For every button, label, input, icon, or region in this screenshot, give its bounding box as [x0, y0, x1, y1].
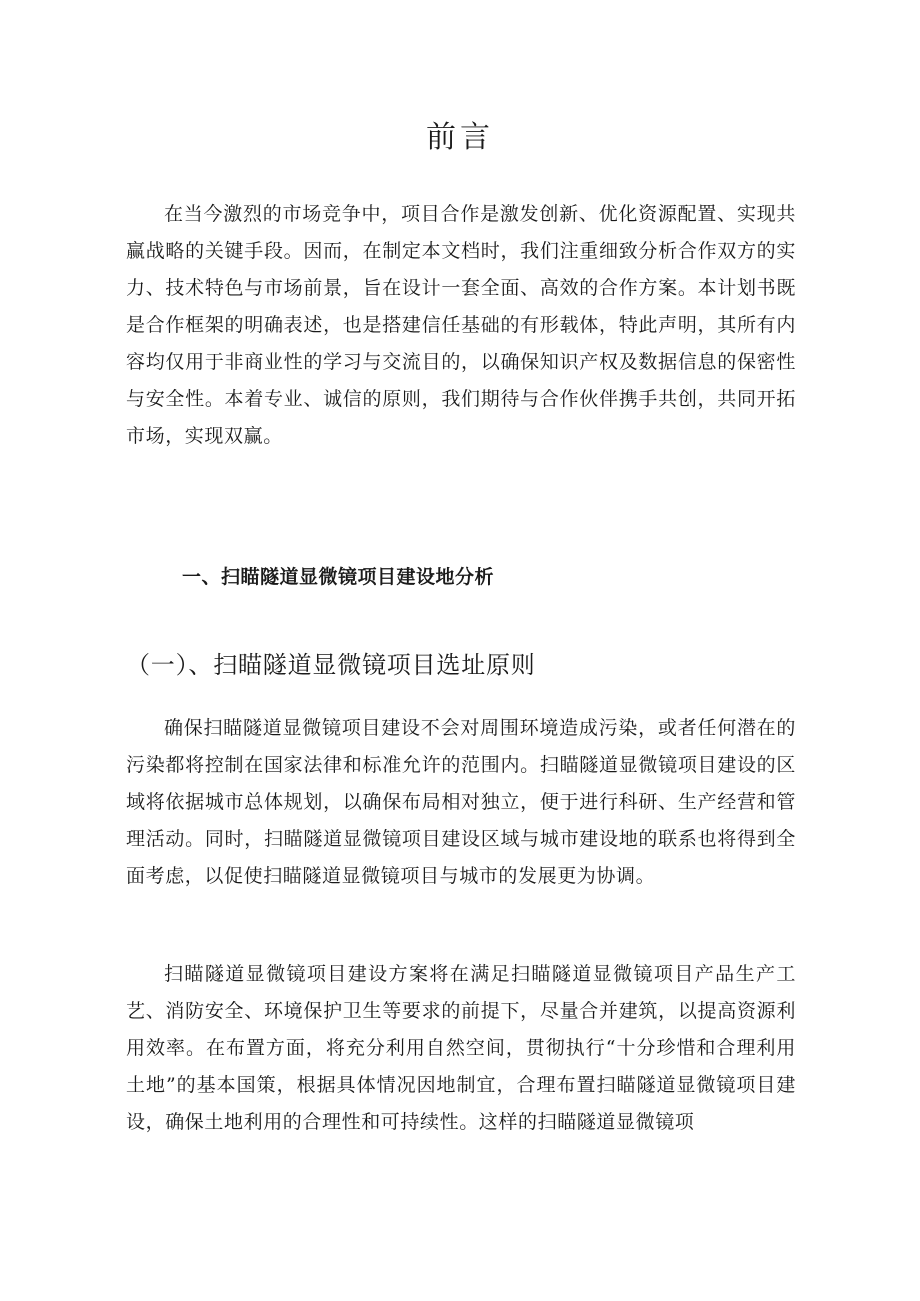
body-paragraph: 扫瞄隧道显微镜项目建设方案将在满足扫瞄隧道显微镜项目产品生产工艺、消防安全、环境保护卫生等要求的前提下，尽量合并建筑，以提高资源利用效率。在布置方面，将充分利用自然空间，贯彻执行“十分珍惜和合理利用土地”的基本国策，根据具体情况因地制宜，合理布置扫瞄隧道显微镜项目建设，确保土地利用的合理性和可持续性。这样的扫瞄隧道显微镜项: [126, 963, 796, 1133]
intro-paragraph: 在当今激烈的市场竞争中，项目合作是激发创新、优化资源配置、实现共赢战略的关键手段。因而，在制定本文档时，我们注重细致分析合作双方的实力、技术特色与市场前景，旨在设计一套全面、高效的合作方案。本计划书既是合作框架的明确表述，也是搭建信任基础的有形载体，特此声明，其所有内容均仅用于非商业性的学习与交流目的，以确保知识产权及数据信息的保密性与安全性。本着专业、诚信的原则，我们期待与合作伙伴携手共创，共同开拓市场，实现双赢。: [126, 203, 796, 447]
body-paragraph: 确保扫瞄隧道显微镜项目建设不会对周围环境造成污染，或者任何潜在的污染都将控制在国家法律和标准允许的范围内。扫瞄隧道显微镜项目建设的区域将依据城市总体规划，以确保布局相对独立，便于进行科研、生产经营和管理活动。同时，扫瞄隧道显微镜项目建设区域与城市建设地的联系也将得到全面考虑，以促使扫瞄隧道显微镜项目与城市的发展更为协调。: [126, 717, 796, 887]
document-title: 前言: [426, 120, 494, 155]
subsection-heading: （一）、扫瞄隧道显微镜项目选址原则: [126, 651, 536, 679]
section-heading: 一、扫瞄隧道显微镜项目建设地分析: [182, 566, 495, 588]
